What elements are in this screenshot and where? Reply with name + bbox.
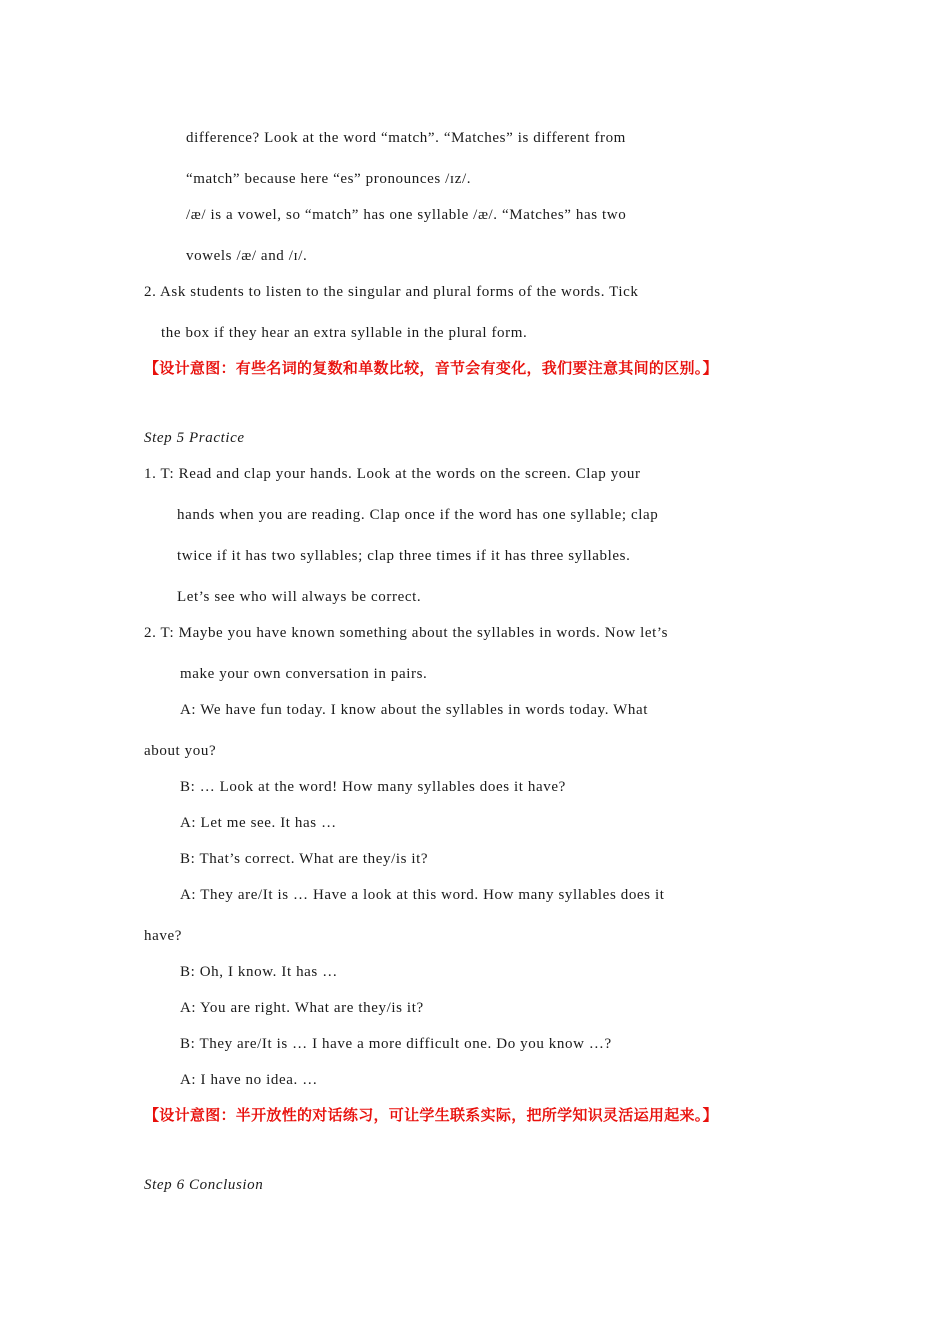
- dialogue-line-7: A: You are right. What are they/is it?: [180, 1000, 424, 1016]
- step5-item-1-line-1: 1. T: Read and clap your hands. Look at the words on the screen. Clap your: [144, 466, 641, 482]
- step4-item-2-line-1: 2. Ask students to listen to the singular and plural forms of the words. Tick: [144, 284, 639, 300]
- dialogue-line-4: B: That’s correct. What are they/is it?: [180, 851, 429, 867]
- dialogue-line-1a: A: We have fun today. I know about the syllables in words today. What: [180, 702, 649, 718]
- step4-item-2-line-2: the box if they hear an extra syllable in the plural form.: [161, 325, 528, 341]
- step4-line-4: vowels /æ/ and /ɪ/.: [186, 248, 308, 264]
- dialogue-line-5b: have?: [144, 928, 182, 944]
- step5-heading: Step 5 Practice: [144, 430, 245, 446]
- step6-heading: Step 6 Conclusion: [144, 1177, 264, 1193]
- dialogue-line-8: B: They are/It is … I have a more difficult one. Do you know …?: [180, 1036, 612, 1052]
- dialogue-line-2: B: … Look at the word! How many syllables does it have?: [180, 779, 566, 795]
- step4-line-3: /æ/ is a vowel, so “match” has one syllable /æ/. “Matches” has two: [186, 207, 627, 223]
- design-intent-note-2: 【设计意图：半开放性的对话练习，可让学生联系实际，把所学知识灵活运用起来。】: [144, 1106, 718, 1124]
- step5-item-2-line-1: 2. T: Maybe you have known something about the syllables in words. Now let’s: [144, 625, 669, 641]
- design-intent-note-1: 【设计意图：有些名词的复数和单数比较，音节会有变化，我们要注意其间的区别。】: [144, 359, 718, 377]
- step5-item-1-line-3: twice if it has two syllables; clap three times if it has three syllables.: [177, 548, 631, 564]
- step5-item-2-line-2: make your own conversation in pairs.: [180, 666, 428, 682]
- step4-line-2: “match” because here “es” pronounces /ɪz/.: [186, 171, 472, 187]
- step5-item-1-line-2: hands when you are reading. Clap once if the word has one syllable; clap: [177, 507, 659, 523]
- dialogue-line-6: B: Oh, I know. It has …: [180, 964, 338, 980]
- step4-line-1: difference? Look at the word “match”. “Matches” is different from: [186, 130, 626, 146]
- dialogue-line-3: A: Let me see. It has …: [180, 815, 337, 831]
- dialogue-line-1b: about you?: [144, 743, 217, 759]
- step5-item-1-line-4: Let’s see who will always be correct.: [177, 589, 422, 605]
- dialogue-line-9: A: I have no idea. …: [180, 1072, 318, 1088]
- dialogue-line-5a: A: They are/It is … Have a look at this word. How many syllables does it: [180, 887, 665, 903]
